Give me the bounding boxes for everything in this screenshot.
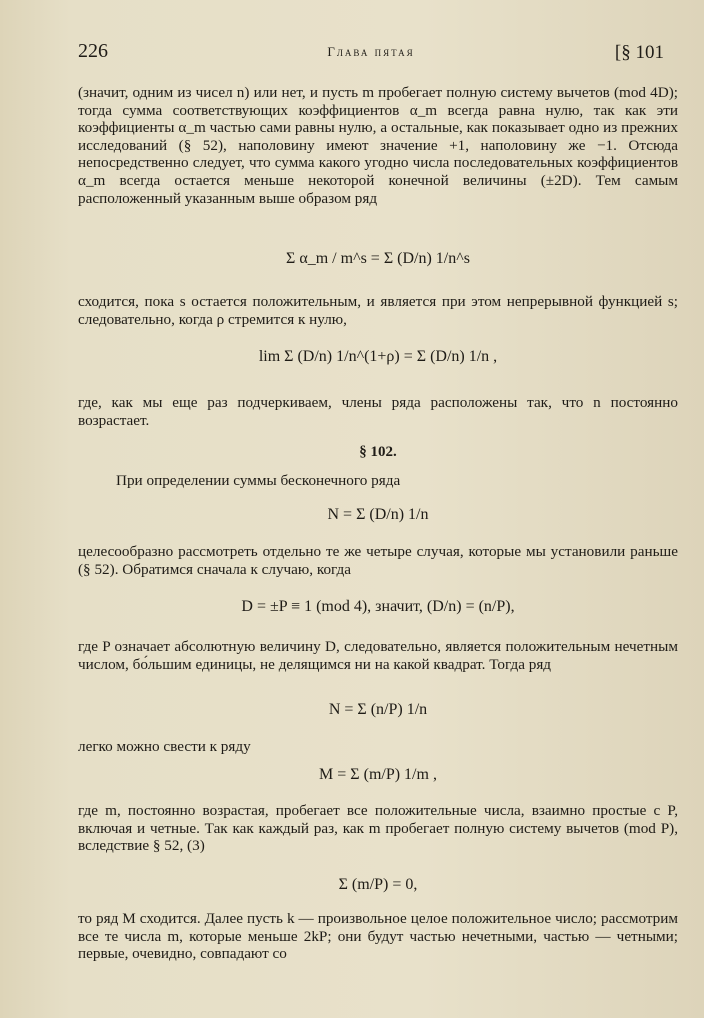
formula-M-series: M = Σ (m/P) 1/m , [319,766,437,783]
section-marker: [§ 101 [614,42,664,63]
paragraph-7: легко можно свести к ряду [78,738,251,755]
formula-N-legendre: N = Σ (n/P) 1/n [328,701,428,718]
paragraph-1: (значит, одним из чисел n) или нет, и пусть m пробегает полную систему вычетов (mod 4D); тогда сумма соответствующих коэффициентов α_m всегда равна нулю, так как эти коэффициенты α_m частью сами равны нулю, а остальные, как показывает одно из прежних исследований (§ 52), наполовину имеют значение +1, наполовину же −1. Отсюда непосредственно следует, что сумма какого угодно числа последовательных коэффициентов α_m всегда остается меньше некоторой конечной величины (±2D). Тем самым расположенный указанным выше образом ряд [78,84,678,207]
page-number: 226 [78,40,108,62]
chapter-title: Глава пятая [327,44,415,59]
paragraph-2: сходится, пока s остается положительным, и является при этом непрерывной функцией s; следовательно, когда ρ стремится к нулю, [78,293,678,328]
formula-dirichlet-series: Σ α_m / m^s = Σ (D/n) 1/n^s [286,250,470,267]
page-header [78,40,664,66]
paragraph-6: где P означает абсолютную величину D, следовательно, является положительным нечетным числом, бо́льшим единицы, не делящимся ни на какой квадрат. Тогда ряд [78,638,678,673]
formula-N-series: N = Σ (D/n) 1/n [327,506,429,523]
paragraph-9: то ряд M сходится. Далее пусть k — произвольное целое положительное число; рассмотрим все те числа m, которые меньше 2kP; они будут частью нечетными, частью — четными; первые, очевидно, совпадают со [78,910,678,963]
formula-sum-zero: Σ (m/P) = 0, [338,876,418,893]
paragraph-5: целесообразно рассмотреть отдельно те же четыре случая, которые мы установили раньше (§ 52). Обратимся сначала к случаю, когда [78,543,678,578]
paragraph-4: При определении суммы бесконечного ряда [116,472,401,489]
paragraph-8: где m, постоянно возрастая, пробегает все положительные числа, взаимно простые с P, включая и четные. Так как каждый раз, как m пробегает полную систему вычетов (mod P), вследствие § 52, (3) [78,802,678,855]
paragraph-3: где, как мы еще раз подчеркиваем, члены ряда расположены так, что n постоянно возрастает. [78,394,678,429]
section-heading: § 102. [359,444,397,460]
formula-limit: lim Σ (D/n) 1/n^(1+ρ) = Σ (D/n) 1/n , [258,348,498,365]
formula-congruence: D = ±P ≡ 1 (mod 4), значит, (D/n) = (n/P), [241,598,515,615]
